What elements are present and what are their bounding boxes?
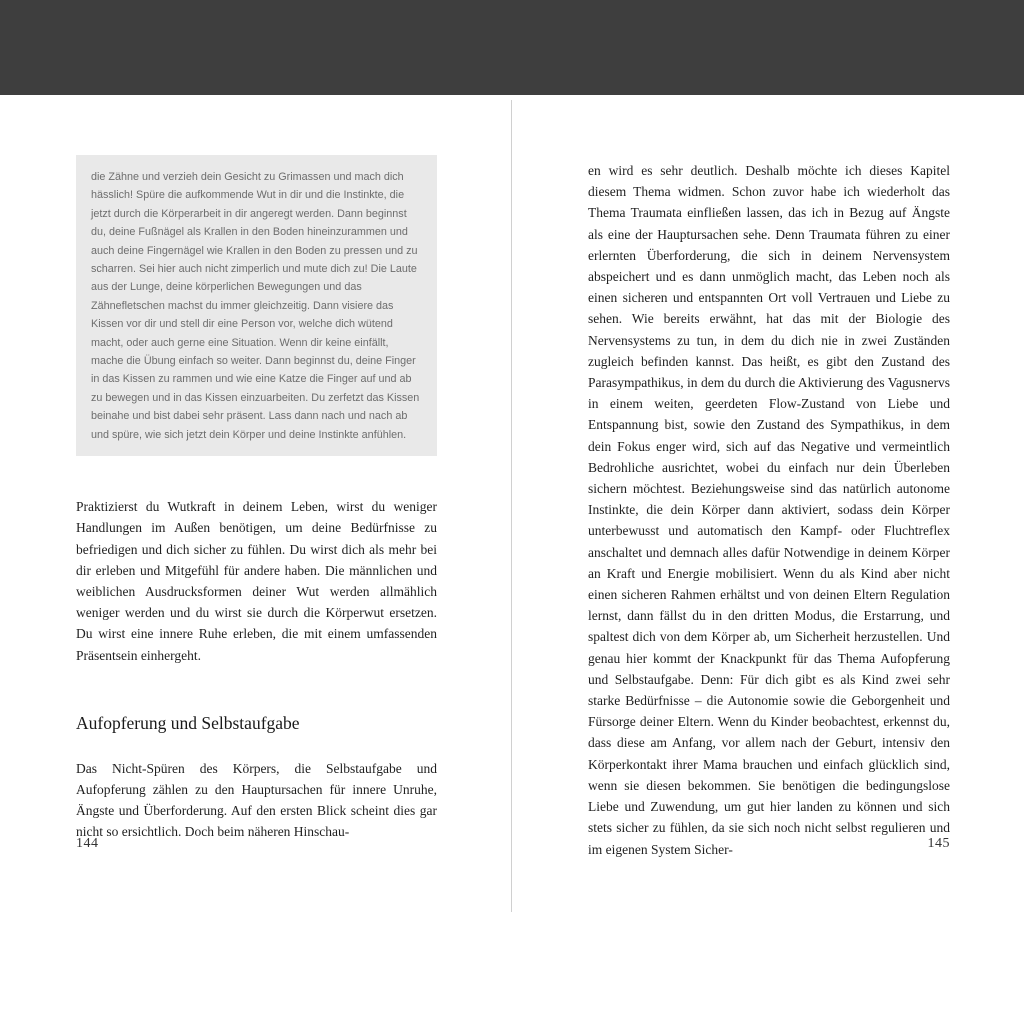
body-paragraph: Das Nicht-Spüren des Körpers, die Selbstaufgabe und Aufopferung zählen zu den Hauptursachen für innere Unruhe, Ängste und Überforderung. Auf den ersten Blick scheint dies gar nicht so ersichtlich. Doch beim näheren Hinschau- (76, 760, 437, 840)
section-heading: Aufopferung und Selbstaufgabe (76, 712, 300, 733)
body-paragraph: en wird es sehr deutlich. Deshalb möchte ich dieses Kapitel diesem Thema widmen. Schon zuvor habe ich wiederholt das Thema Traumata einfließen lassen, das ich in Bezug auf Ängste als eine der Hauptursachen sehe. Denn Traumata führen zu einer erlernten Überforderung, die sich in deinem Nervensystem abspeichert und es dann unmöglich macht, das Leben noch als einen sicheren und entspannten Ort voll Vertrauen und Liebe zu sehen. Wie bereits erwähnt, hat das mit der Biologie des Nervensystems zu tun, in dem du dich nie in zwei Zuständen zugleich befinden kannst. Das heißt, es gibt den Zustand des Parasympathikus, in dem du durch die Aktivierung des Vagusnervs in einem weiten, geerdeten Flow-Zustand von Liebe und Entspannung bist, sowie den Zustand des Sympathikus, in dem dein Fokus enger wird, sich auf das Negative und vermeintlich Bedrohliche ausrichtet, wobei du einfach nur dein Überleben sichern möchtest. Beziehungsweise sind das natürlich autonome Instinkte, die dein Körper dann aktiviert, sodass dein Körper unterbewusst und automatisch den Kampf- oder Fluchtreflex anschaltet und demnach alles dafür Notwendige in deinem Körper an Kraft und Energie mobilisiert. Wenn du als Kind aber nicht einen sicheren Rahmen erhältst und von deinen Eltern Regulation lernst, dann fällst du in den dritten Modus, die Erstarrung, und spaltest dich von dem Körper ab, um Sicherheit herzustellen. Und genau hier kommt der Knackpunkt für das Thema Aufopferung und Selbstaufgabe. Denn: Für dich gibt es als Kind zwei sehr starke Bedürfnisse – die Autonomie sowie die Geborgenheit und Fürsorge deiner Eltern. Wenn du Kinder beobachtest, erkennst du, dass diese am Anfang, vor allem nach der Geburt, intensiv den Körperkontakt ihrer Mama brauchen und einfach glücklich sind, wenn sie diesen bekommen. Sie benötigen die bedingungslose Liebe und Zuwendung, um gut hier landen zu können und sich stets sicher zu fühlen, da sie sich noch nicht selbst regulieren und im eigenen System Sicher- (588, 163, 950, 857)
exercise-box (76, 155, 437, 456)
page-gutter-divider (511, 100, 512, 912)
page-left (76, 155, 437, 843)
page-number-left: 144 (76, 836, 99, 851)
exercise-box-text: die Zähne und verzieh dein Gesicht zu Grimassen und mach dich hässlich! Spüre die aufkommende Wut in dir und die Instinkte, die jetzt durch die Körperarbeit in dir angeregt werden. Dann beginnst du, deine Fußnägel als Krallen in den Boden hineinzurammen und auch deine Fingernägel wie Krallen in den Boden zu pressen und zu scharren. Sei hier auch nicht zimperlich und mute dich zu! Die Laute aus der Lunge, deine körperlichen Bewegungen und das Zähnefletschen machst du immer gleichzeitig. Dann visiere das Kissen vor dir und stell dir eine Person vor, welche dich wütend macht, oder auch gerne eine Situation. Wenn dir keine einfällt, mache die Übung einfach so weiter. Dann beginnst du, deine Finger in das Kissen zu rammen und wie eine Katze die Finger auf und ab zu bewegen und in das Kissen einzuarbeiten. Du zerfetzt das Kissen beinahe und bist dabei sehr präsent. Lass dann nach und nach ab und spüre, wie sich jetzt dein Körper und deine Instinkte anfühlen. (91, 171, 420, 441)
page-number-right: 145 (927, 836, 950, 851)
body-paragraph: Praktizierst du Wutkraft in deinem Leben, wirst du weniger Handlungen im Außen benötigen, um deine Bedürfnisse zu befriedigen und dich sicher zu fühlen. Du wirst dich als mehr bei dir erleben und Mitgefühl für andere haben. Die männlichen und weiblichen Ausdrucksformen deiner Wut werden allmählich weniger werden und du wirst sie durch die Körperwut ersetzen. Du wirst eine innere Ruhe erleben, die mit einem umfassenden Präsentsein einhergeht. (76, 499, 437, 663)
top-letterbox-band (0, 0, 1024, 95)
page-right (588, 160, 950, 860)
